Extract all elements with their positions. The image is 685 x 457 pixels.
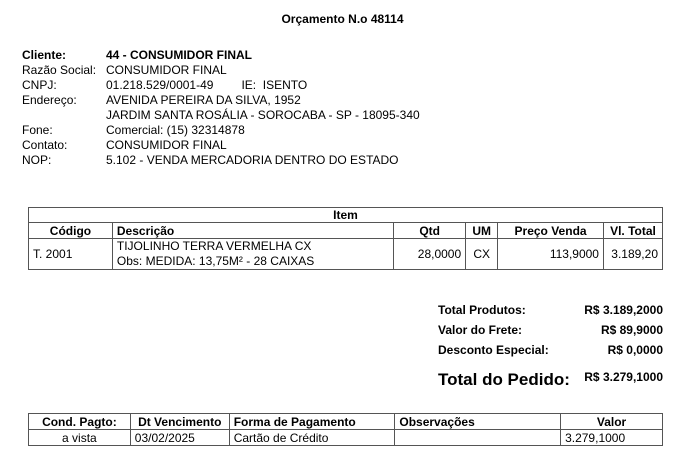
col-obs: Observações [395,414,561,430]
payment-table [28,413,663,446]
table-row [29,239,663,270]
razao-value: CONSUMIDOR FINAL [106,63,227,77]
item-obs: Obs: MEDIDA: 13,75M² - 28 CAIXAS [116,254,315,268]
endereco-line1: AVENIDA PEREIRA DA SILVA, 1952 [106,93,301,107]
total-produtos-label: Total Produtos: [438,303,526,317]
items-caption: Item [29,208,663,223]
nop-label: NOP: [22,153,52,167]
items-table [28,207,663,270]
ie-label: IE: [241,78,257,92]
razao-label: Razão Social: [22,63,97,77]
cell-venc: 03/02/2025 [130,430,229,446]
cell-preco: 113,9000 [498,239,604,270]
cell-um: CX [466,239,498,270]
endereco-row [22,93,420,108]
total-pedido-value: R$ 3.279,1000 [584,370,663,384]
col-preco: Preço Venda [498,223,604,239]
col-valor: Valor [561,414,663,430]
frete-value: R$ 89,9000 [600,323,663,337]
col-cond: Cond. Pagto: [29,414,131,430]
col-venc: Dt Vencimento [130,414,229,430]
col-codigo: Código [29,223,113,239]
totals-block [438,300,663,390]
fone-row [22,123,420,138]
cliente-row [22,48,420,63]
table-row [29,430,663,446]
cell-valor: 3.279,1000 [561,430,663,446]
contato-label: Contato: [22,138,68,152]
total-pedido-label: Total do Pedido: [438,370,570,389]
razao-row [22,63,420,78]
page-title: Orçamento N.o 48114 [281,12,404,26]
col-qtd: Qtd [394,223,466,239]
fone-label: Fone: [22,123,53,137]
frete-label: Valor do Frete: [438,323,523,337]
col-descricao: Descrição [112,223,393,239]
endereco-row-2 [22,108,420,123]
col-um: UM [466,223,498,239]
desconto-label: Desconto Especial: [438,343,549,357]
contato-row [22,138,420,153]
nop-row [22,153,420,168]
cnpj-row [22,78,420,93]
endereco-line2: JARDIM SANTA ROSÁLIA - SOROCABA - SP - 18095-340 [106,108,420,122]
contato-value: CONSUMIDOR FINAL [106,138,227,152]
ie-value: ISENTO [262,78,308,92]
desconto-value: R$ 0,0000 [607,343,663,357]
cell-cond: a vista [29,430,131,446]
endereco-label: Endereço: [22,93,77,107]
cell-codigo: T. 2001 [29,239,113,270]
cell-qtd: 28,0000 [394,239,466,270]
desconto-row [438,340,663,360]
total-pedido-row [438,360,663,390]
item-description: TIJOLINHO TERRA VERMELHA CX [116,239,312,253]
cnpj-value: 01.218.529/0001-49 [106,78,214,92]
cell-obs [395,430,561,446]
client-info [22,48,420,168]
frete-row [438,320,663,340]
cliente-label: Cliente: [22,48,67,62]
cell-total: 3.189,20 [603,239,662,270]
total-produtos-row [438,300,663,320]
col-forma: Forma de Pagamento [229,414,395,430]
cnpj-label: CNPJ: [22,78,57,92]
cliente-value: 44 - CONSUMIDOR FINAL [106,48,253,62]
col-total: Vl. Total [603,223,662,239]
cell-forma: Cartão de Crédito [229,430,395,446]
nop-value: 5.102 - VENDA MERCADORIA DENTRO DO ESTADO [106,153,399,167]
total-produtos-value: R$ 3.189,2000 [584,303,663,317]
cell-descricao [112,239,393,270]
fone-value: Comercial: (15) 32314878 [106,123,245,137]
